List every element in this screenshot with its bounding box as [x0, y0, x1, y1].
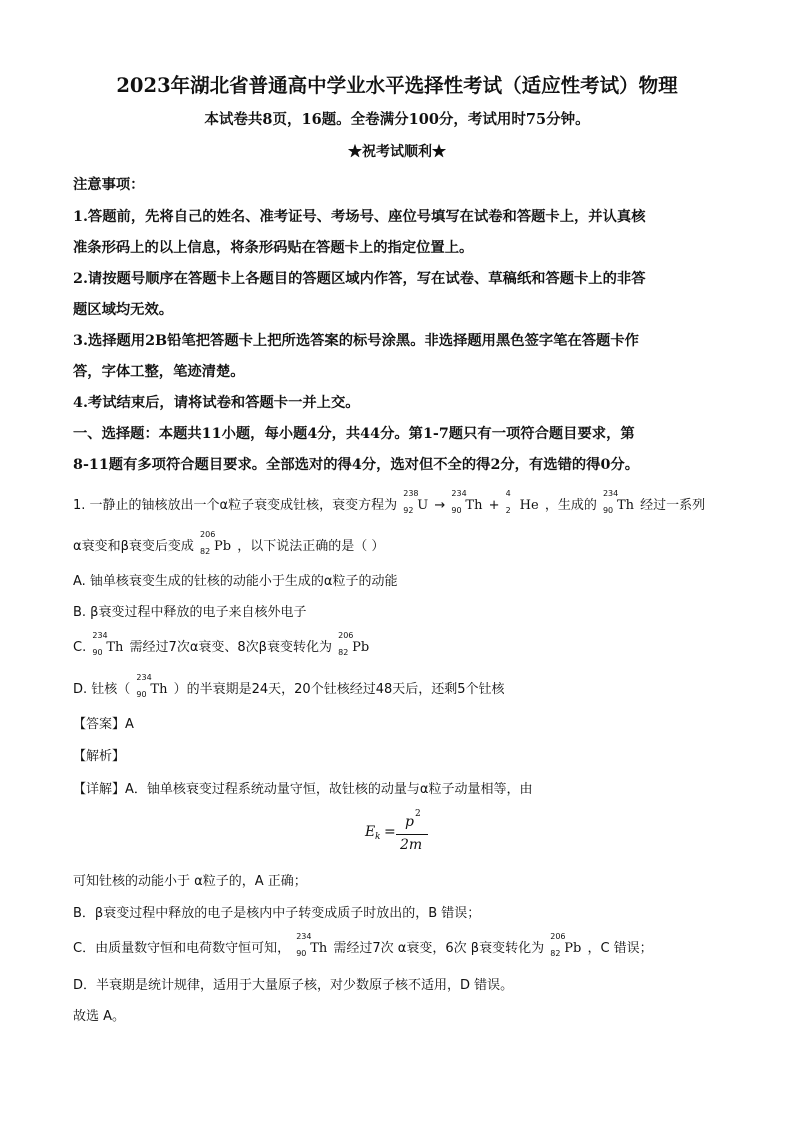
final-choice: 故选 A。 [73, 1009, 126, 1024]
exam-subtitle: 本试卷共8页，16题。全卷满分100分，考试用时75分钟。 [204, 111, 590, 128]
nuclide-thorium-5: 234 90 Th [296, 932, 328, 958]
question-1-option-c: C. 234 90 Th 需经过7次α衰变、8次β衰变转化为 206 82 Pb [73, 631, 370, 657]
conclusion-b: B．β衰变过程中释放的电子是核内中子转变成质子时放出的，B 错误； [73, 906, 481, 921]
nuclide-lead-3: 206 82 Pb [550, 932, 582, 958]
question-1-stem-a: 1. 一静止的铀核放出一个α粒子衰变成钍核，衰变方程为 [73, 498, 398, 513]
section-heading-line-2: 8-11题有多项符合题目要求。全部选对的得4分，选对但不全的得2分，有选错的得0分。 [73, 457, 640, 473]
plus-sign: + [488, 498, 500, 513]
question-1-stem-e: ，以下说法正确的是（ ） [237, 539, 385, 554]
nuclide-uranium: 238 92 U [403, 489, 429, 515]
question-1-stem-d: α衰变和β衰变后变成 [73, 539, 194, 554]
decay-arrow: → [434, 498, 446, 513]
kinetic-energy-formula [365, 809, 445, 862]
nuclide-thorium-3: 234 90 Th [92, 631, 124, 657]
notes-item-2-line-2: 题区域均无效。 [73, 302, 174, 318]
question-1-stem-b: ，生成的 [544, 498, 597, 513]
notes-item-1-line-1: 1.答题前，先将自己的姓名、准考证号、考场号、座位号填写在试卷和答题卡上，并认真核 [73, 209, 646, 225]
notes-item-4: 4.考试结束后，请将试卷和答题卡一并上交。 [73, 395, 360, 411]
section-heading-line-1: 一、选择题：本题共11小题，每小题4分，共44分。第1-7题只有一项符合题目要求，第 [73, 426, 635, 442]
nuclide-thorium-2: 234 90 Th [602, 489, 635, 515]
notes-item-2-line-1: 2.请按题号顺序在答题卡上各题目的答题区域内作答，写在试卷、草稿纸和答题卡上的非答 [73, 271, 646, 287]
answer-line: 【答案】A [73, 717, 134, 732]
question-1-option-a: A. 铀单核衰变生成的钍核的动能小于生成的α粒子的动能 [73, 574, 398, 589]
conclusion-c: C．由质量数守恒和电荷数守恒可知， 234 90 Th 需经过7次 α衰变，6次 β衰变转化为 206 82 Pb ，C 错误； [73, 932, 653, 958]
formula-numerator: p [405, 814, 414, 830]
nuclide-thorium: 234 90 Th [451, 489, 483, 515]
formula-lhs-sub: k [375, 832, 381, 842]
nuclide-thorium-4: 234 90 Th [136, 673, 168, 699]
analysis-heading: 【解析】 [73, 749, 126, 764]
conclusion-a: 可知钍核的动能小于 α粒子的，A 正确； [73, 874, 307, 889]
nuclide-helium: 4 2 He [505, 489, 539, 515]
fraction-bar [396, 834, 428, 835]
nuclide-lead: 206 82 Pb [200, 530, 232, 556]
question-1-stem-c: 经过一系列 [640, 498, 706, 513]
question-1-stem-line-2 [73, 530, 385, 556]
formula-equals: = [384, 824, 396, 840]
detail-line: 【详解】A．铀单核衰变过程系统动量守恒，故钍核的动量与α粒子动量相等，由 [73, 782, 533, 797]
formula-numerator-sup: 2 [415, 809, 421, 819]
notes-heading: 注意事项： [73, 177, 145, 193]
exam-title: 2023年湖北省普通高中学业水平选择性考试（适应性考试）物理 [116, 74, 678, 97]
conclusion-d: D．半衰期是统计规律，适用于大量原子核，对少数原子核不适用，D 错误。 [73, 978, 514, 993]
notes-item-3-line-2: 答，字体工整，笔迹清楚。 [73, 364, 245, 380]
question-1-option-b: B. β衰变过程中释放的电子来自核外电子 [73, 605, 307, 620]
exam-wish: ★祝考试顺利★ [348, 144, 446, 160]
formula-denominator: 2m [400, 837, 423, 853]
notes-item-3-line-1: 3.选择题用2B铅笔把答题卡上把所选答案的标号涂黑。非选择题用黑色签字笔在答题卡作 [73, 333, 639, 349]
notes-item-1-line-2: 准条形码上的以上信息，将条形码贴在答题卡上的指定位置上。 [73, 240, 474, 256]
formula-lhs: E [365, 824, 376, 840]
question-1-stem-line-1 [73, 489, 706, 515]
question-1-option-d: D. 钍核（ 234 90 Th ）的半衰期是24天，20个钍核经过48天后，还剩5个钍核 [73, 673, 505, 699]
nuclide-lead-2: 206 82 Pb [338, 631, 370, 657]
